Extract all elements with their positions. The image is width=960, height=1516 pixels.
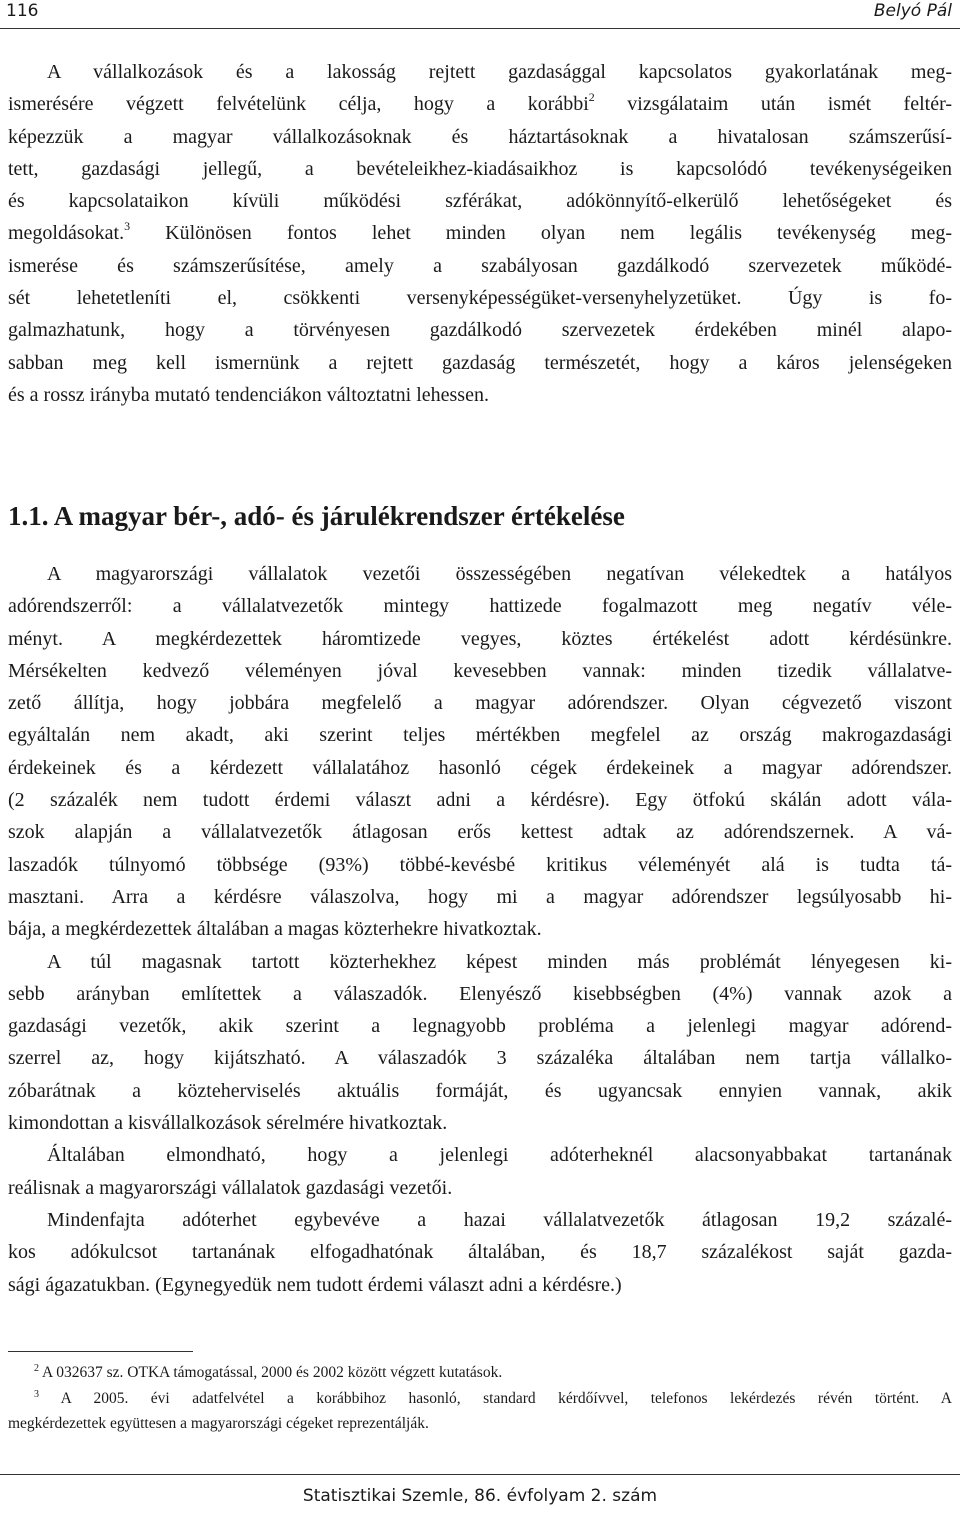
footnote-ref[interactable]: 2 [588, 90, 595, 105]
page-number: 116 [6, 1, 39, 21]
text-line: Mindenfajta adóterhet egybevéve a hazai vállalatvezetők átlagosan 19,2 százalé- [47, 1208, 952, 1231]
footnote-text: A 2005. évi adatfelvétel a korábbihoz hasonló, standard kérdőívvel, telefonos lekérdezés révén történt. A [60, 1389, 952, 1407]
text-line: zető állítja, hogy jobbára megfelelő a magyar adórendszer. Olyan cégvezető viszont [8, 692, 952, 715]
text-line: sági ágazatukban. (Egynegyedük nem tudott érdemi választ adni a kérdésre.) [8, 1273, 622, 1296]
journal-footer: Statisztikai Szemle, 86. évfolyam 2. szám [302, 1486, 658, 1506]
text-line: és a rossz irányba mutató tendenciákon változtatni lehessen. [8, 383, 489, 406]
text-segment: ismerésére végzett felvételünk célja, hogy a korábbi [8, 93, 589, 116]
footnote [8, 1386, 952, 1412]
text-segment: vizsgálataim után ismét feltér- [627, 93, 952, 116]
text-line [8, 217, 952, 249]
text-line: bája, a megkérdezettek általában a magas közterhekre hivatkoztak. [8, 918, 542, 941]
text-line [8, 88, 952, 120]
text-line: A túl magasnak tartott közterhekhez képest minden más problémát lényegesen ki- [47, 950, 952, 973]
text-line: képezzük a magyar vállalkozásoknak és háztartásoknak a hivatalosan számszerűsí- [8, 125, 952, 148]
text-line: galmazhatunk, hogy a törvényesen gazdálkodó szervezetek érdekében minél alapo- [8, 319, 952, 342]
text-line: zóbarátnak a közteherviselés aktuális formáját, és ugyancsak ennyien vannak, akik [8, 1079, 952, 1102]
footnote-separator [8, 1351, 193, 1352]
text-line: ismerése és számszerűsítése, amely a szabályosan gazdálkodó szervezetek működé- [8, 254, 952, 277]
text-line: érdekeinek és a kérdezett vállalatához hasonló cégek érdekeinek a magyar adórendszer. [8, 756, 952, 779]
intro-paragraph [8, 56, 952, 411]
text-line: kimondottan a kisvállalkozások sérelmére hivatkoztak. [8, 1112, 448, 1135]
footer-rule [0, 1474, 960, 1475]
text-line: (2 százalék nem tudott érdemi választ adni a kérdésre). Egy ötfokú skálán adott vála- [8, 789, 952, 812]
text-line: sabban meg kell ismernünk a rejtett gazdaság természetét, hogy a káros jelenségeken [8, 351, 952, 374]
footnote-text: A 032637 sz. OTKA támogatással, 2000 és 2002 között végzett kutatások. [42, 1364, 503, 1381]
text-line: masztani. Arra a kérdésre válaszolva, hogy mi a magyar adórendszer legsúlyosabb hi- [8, 885, 952, 908]
footnotes [8, 1360, 952, 1437]
text-line: Mérsékelten kedvező véleményen jóval kevesebben vannak: minden tizedik vállalatve- [8, 659, 952, 682]
footnote-marker: 3 [34, 1388, 39, 1400]
footnote-continuation: megkérdezettek együttesen a magyarországi cégeket reprezentálják. [8, 1415, 429, 1432]
text-segment: Különösen fontos lehet minden olyan nem legális tevékenység meg- [165, 222, 952, 245]
text-segment: megoldásokat. [8, 222, 125, 245]
text-line: laszadók túlnyomó többsége (93%) többé-kevésbé kritikus véleményét alá is tudta tá- [8, 853, 952, 876]
header-rule [0, 28, 960, 29]
text-line: gazdasági vezetők, akik szerint a legnagyobb probléma a jelenlegi magyar adórend- [8, 1015, 952, 1038]
text-line: Általában elmondható, hogy a jelenlegi adóterheknél alacsonyabbakat tartanának [47, 1144, 952, 1167]
section-body [8, 558, 952, 1301]
text-line: adórendszerről: a vállalatvezetők mintegy hattizede fogalmazott meg negatív véle- [8, 595, 952, 618]
running-head [0, 0, 960, 30]
text-line: egyáltalán nem akadt, aki szerint teljes mértékben megfelel az ország makrogazdasági [8, 724, 952, 747]
footnote [8, 1360, 952, 1386]
text-line: kos adókulcsot tartanának elfogadhatónak általában, és 18,7 százalékost saját gazda- [8, 1241, 952, 1264]
footnote-ref[interactable]: 3 [124, 219, 131, 234]
text-line: reálisnak a magyarországi vállalatok gazdasági vezetői. [8, 1176, 453, 1199]
running-head-author: Belyó Pál [873, 1, 952, 21]
text-line: ményt. A megkérdezettek háromtizede vegyes, köztes értékelést adott kérdésünkre. [8, 627, 952, 650]
text-line: A magyarországi vállalatok vezetői összességében negatívan vélekedtek a hatályos [47, 563, 952, 585]
text-line: és kapcsolataikon kívüli működési szférákat, adókönnyítő-elkerülő lehetőségeket és [8, 190, 952, 213]
footnote-marker: 2 [34, 1363, 39, 1374]
text-line: szok alapján a vállalatvezetők átlagosan erős kettest adtak az adórendszernek. A vá- [8, 821, 952, 844]
text-line: A vállalkozások és a lakosság rejtett gazdasággal kapcsolatos gyakorlatának meg- [47, 61, 952, 83]
text-line: tett, gazdasági jellegű, a bevételeikhez-kiadásaikhoz is kapcsolódó tevékenységeiken [8, 157, 952, 180]
text-line: sebb arányban említettek a válaszadók. Elenyésző kisebbségben (4%) vannak azok a [8, 982, 952, 1005]
section-heading: 1.1. A magyar bér-, adó- és járulékrendszer értékelése [8, 501, 625, 531]
text-line: sét lehetetleníti el, csökkenti versenyképességüket-versenyhelyzetüket. Úgy is fo- [8, 287, 952, 310]
text-line: szerrel az, hogy kijátszható. A válaszadók 3 százaléka általában nem tartja vállalko- [8, 1047, 952, 1070]
